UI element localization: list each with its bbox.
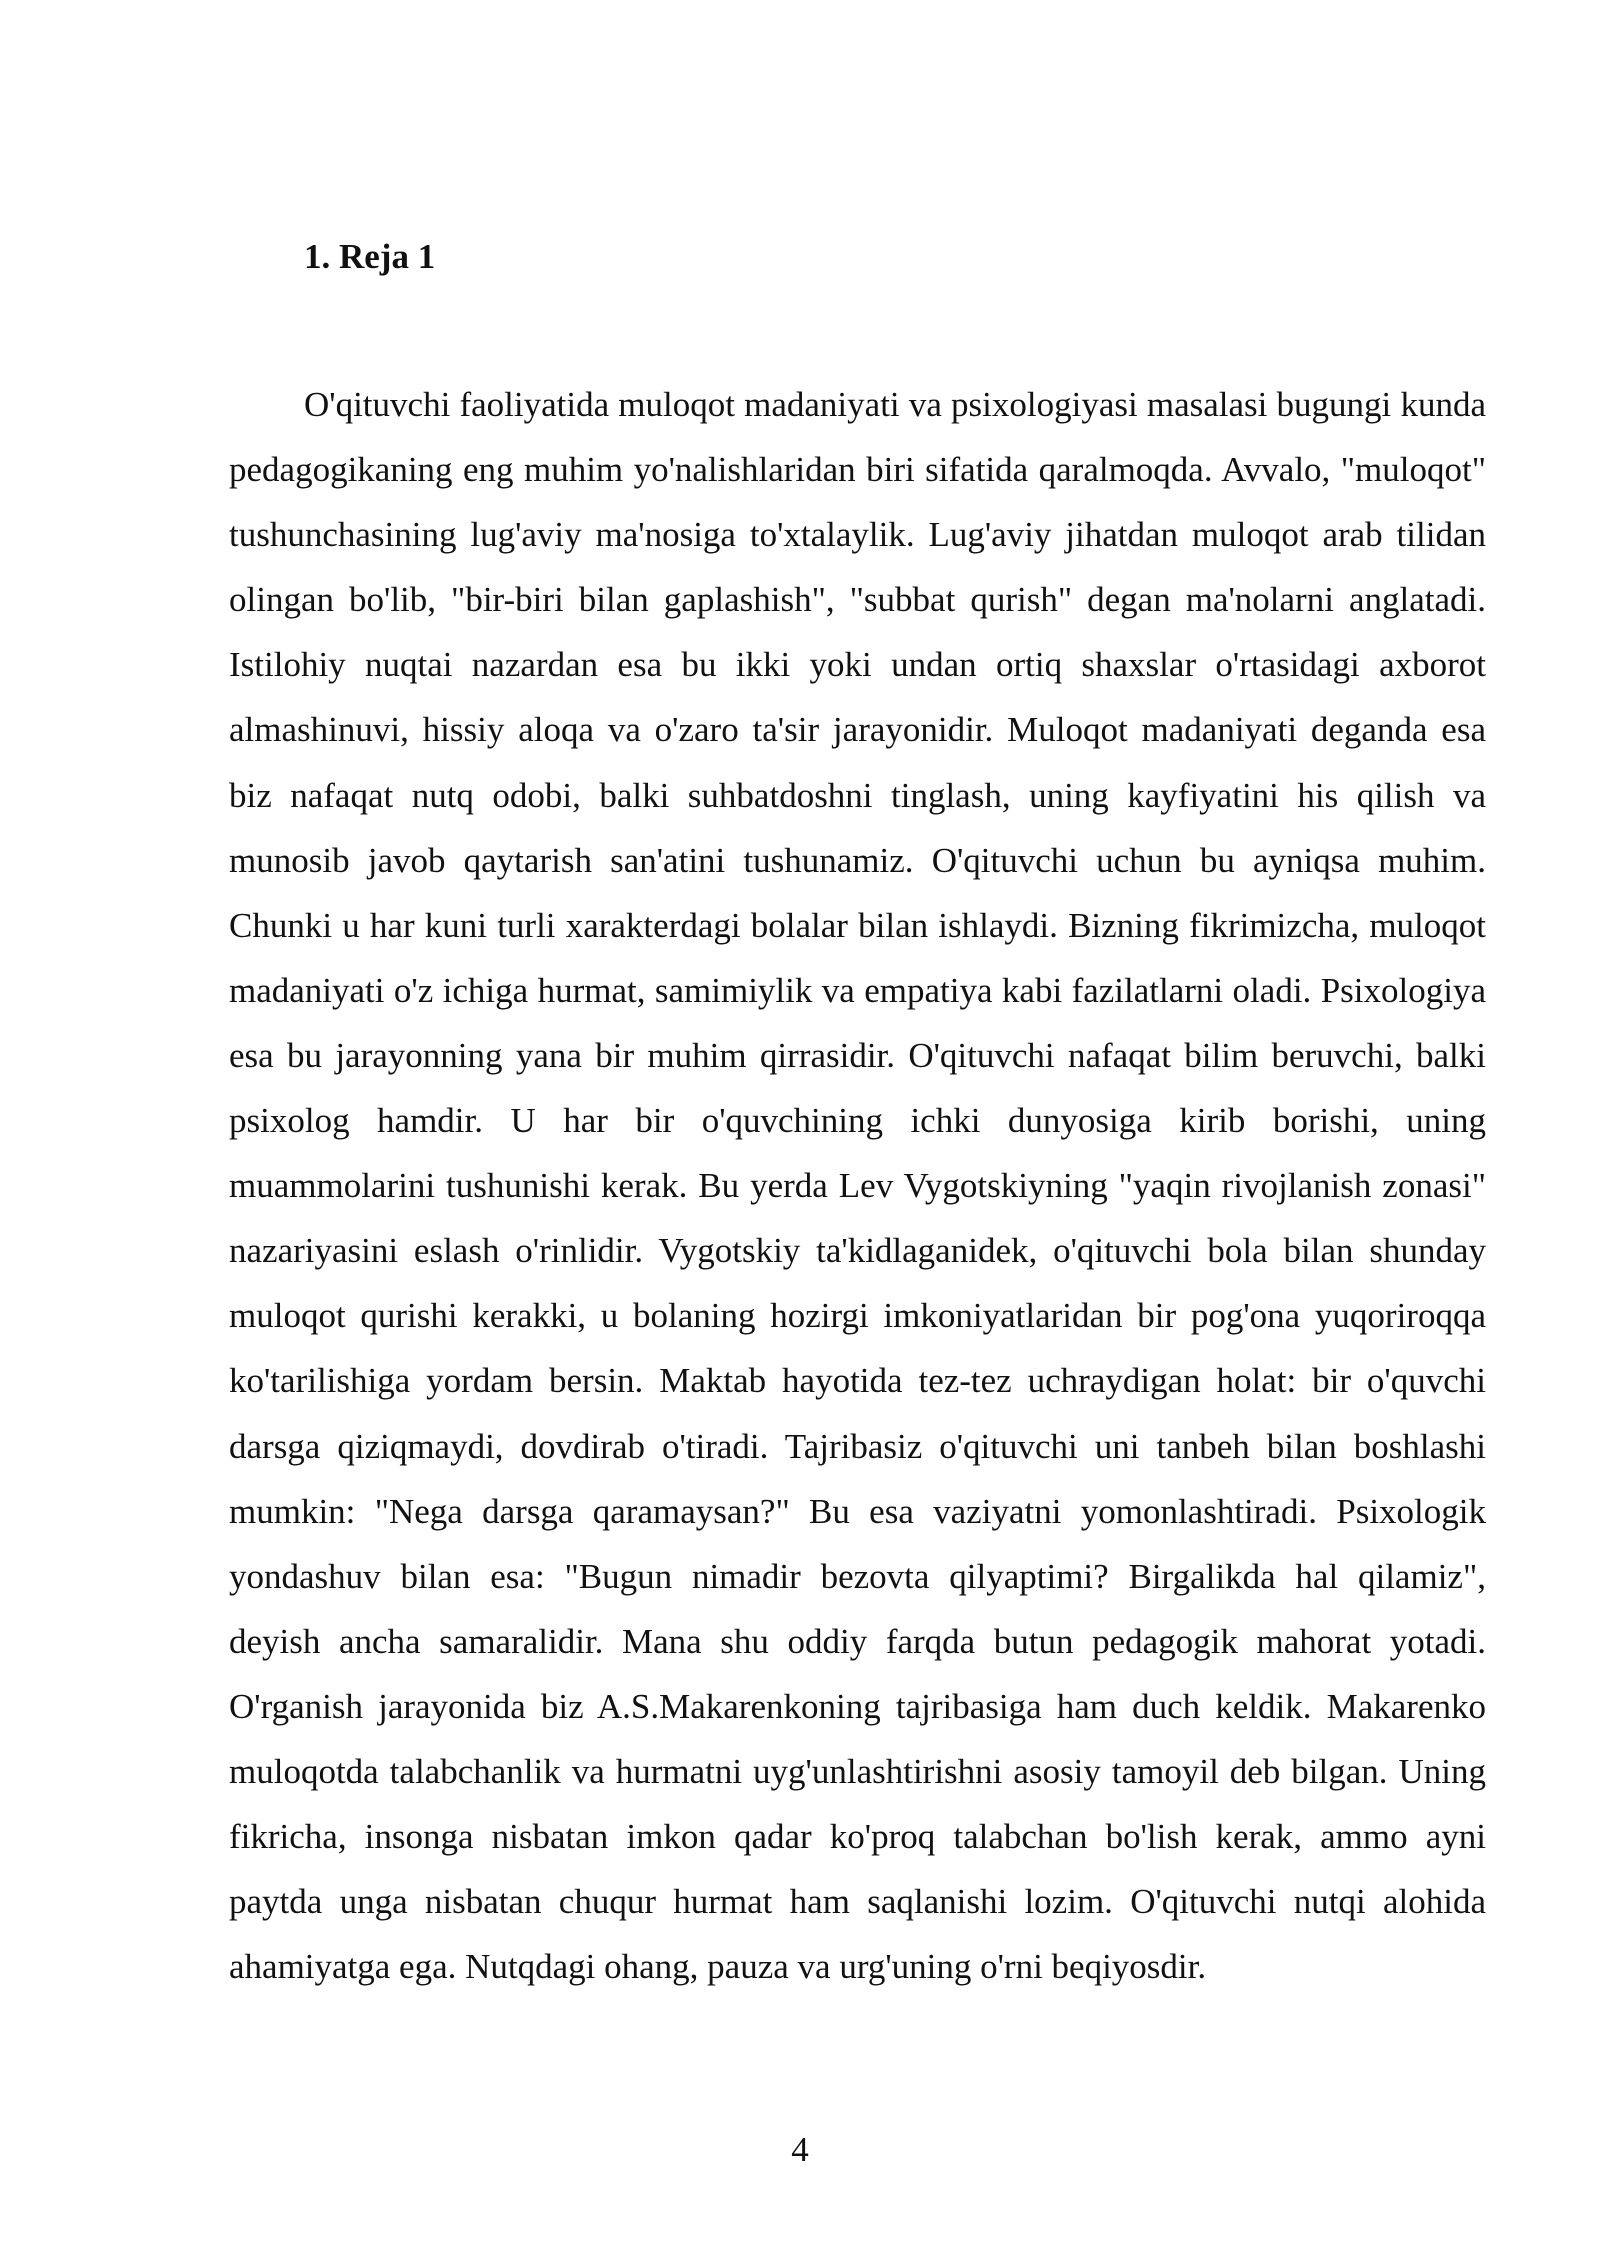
- body-paragraph: O'qituvchi faoliyatida muloqot madaniyati va psixologiyasi masalasi bugungi kunda pedagogikaning eng muhim yo'nalishlaridan biri sifatida qaralmoqda. Avvalo, "muloqot" tushunchasining lug'aviy ma'nosiga to'xtalaylik. Lug'aviy jihatdan muloqot arab tilidan olingan bo'lib, "bir-biri bilan gaplashish", "subbat qurish" degan ma'nolarni anglatadi. Istilohiy nuqtai nazardan esa bu ikki yoki undan ortiq shaxslar o'rtasidagi axborot almashinuvi, hissiy aloqa va o'zaro ta'sir jarayonidir. Muloqot madaniyati deganda esa biz nafaqat nutq odobi, balki suhbatdoshni tinglash, uning kayfiyatini his qilish va munosib javob qaytarish san'atini tushunamiz. O'qituvchi uchun bu ayniqsa muhim. Chunki u har kuni turli xarakterdagi bolalar bilan ishlaydi. Bizning fikrimizcha, muloqot madaniyati o'z ichiga hurmat, samimiylik va empatiya kabi fazilatlarni oladi. Psixologiya esa bu jarayonning yana bir muhim qirrasidir. O'qituvchi nafaqat bilim beruvchi, balki psixolog hamdir. U har bir o'quvchining ichki dunyosiga kirib borishi, uning muammolarini tushunishi kerak. Bu yerda Lev Vygotskiyning "yaqin rivojlanish zonasi" nazariyasini eslash o'rinlidir. Vygotskiy ta'kidlaganidek, o'qituvchi bola bilan shunday muloqot qurishi kerakki, u bolaning hozirgi imkoniyatlaridan bir pog'ona yuqoriroqqa ko'tarilishiga yordam bersin. Maktab hayotida tez-tez uchraydigan holat: bir o'quvchi darsga qiziqmaydi, dovdirab o'tiradi. Tajribasiz o'qituvchi uni tanbeh bilan boshlashi mumkin: "Nega darsga qaramaysan?" Bu esa vaziyatni yomonlashtiradi. Psixologik yondashuv bilan esa: "Bugun nimadir bezovta qilyaptimi? Birgalikda hal qilamiz", deyish ancha samaralidir. Mana shu oddiy farqda butun pedagogik mahorat yotadi. O'rganish jarayonida biz A.S.Makarenkoning tajribasiga ham duch keldik. Makarenko muloqotda talabchanlik va hurmatni uyg'unlashtirishni asosiy tamoyil deb bilgan. Uning fikricha, insonga nisbatan imkon qadar ko'proq talabchan bo'lish kerak, ammo ayni paytda unga nisbatan chuqur hurmat ham saqlanishi lozim. O'qituvchi nutqi alohida ahamiyatga ega. Nutqdagi ohang, pauza va urg'uning o'rni beqiyosdir.: [229, 385, 1486, 1987]
- page-number: 4: [791, 2130, 809, 2169]
- section-heading: 1. Reja 1: [304, 237, 436, 276]
